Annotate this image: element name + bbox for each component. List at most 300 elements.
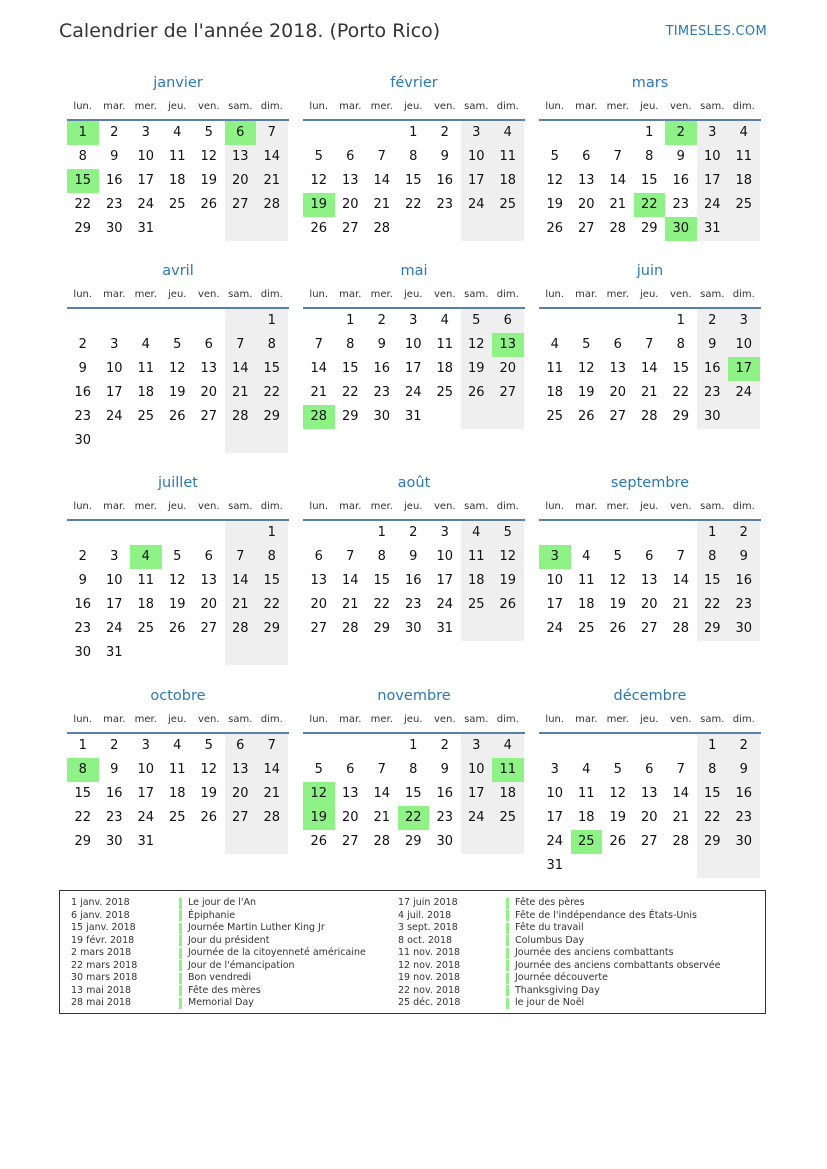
- empty-cell: [335, 121, 367, 145]
- day-cell: 31: [546, 858, 564, 873]
- day-grid: [67, 309, 289, 453]
- day-cell: 18: [492, 169, 524, 193]
- holiday-name: Journée des anciens combattants observée: [515, 959, 721, 971]
- empty-cell: [492, 830, 524, 854]
- empty-cell: [130, 429, 162, 453]
- day-cell: 1: [645, 125, 654, 140]
- legend-row: [71, 972, 366, 985]
- day-cell: 30: [728, 617, 760, 641]
- weekday-label: mar.: [339, 501, 362, 512]
- month-septembre: [539, 473, 761, 641]
- weekday-label: jeu.: [168, 289, 187, 300]
- weekday-label: ven.: [669, 101, 692, 112]
- day-cell: 3: [461, 734, 493, 758]
- legend-column-left: [71, 897, 366, 1010]
- weekday-label: lun.: [309, 289, 329, 300]
- weekday-label: mar.: [575, 714, 598, 725]
- weekday-label: lun.: [545, 714, 565, 725]
- holiday-day-cell: 4: [130, 545, 162, 569]
- day-cell: 11: [577, 786, 595, 801]
- day-cell: 7: [346, 549, 355, 564]
- day-cell: 20: [492, 357, 524, 381]
- month-name: mai: [400, 263, 428, 279]
- day-cell: 21: [373, 197, 391, 212]
- day-cell: 7: [225, 545, 257, 569]
- day-cell: 19: [609, 810, 627, 825]
- day-cell: 9: [377, 337, 386, 352]
- day-cell: 12: [200, 149, 218, 164]
- day-cell: 27: [492, 381, 524, 405]
- day-cell: 19: [546, 197, 564, 212]
- day-cell: 10: [137, 762, 155, 777]
- day-cell: 4: [550, 337, 559, 352]
- holiday-date: 19 nov. 2018: [398, 972, 461, 983]
- day-cell: 25: [168, 197, 186, 212]
- day-cell: 23: [728, 593, 760, 617]
- day-cell: 25: [577, 621, 595, 636]
- empty-cell: [398, 217, 430, 241]
- holiday-date: 3 sept. 2018: [398, 922, 458, 933]
- day-cell: 5: [582, 337, 591, 352]
- day-cell: 12: [577, 361, 595, 376]
- day-cell: 31: [697, 217, 729, 241]
- day-cell: 4: [173, 738, 182, 753]
- day-cell: 17: [137, 173, 155, 188]
- day-cell: 7: [613, 149, 622, 164]
- weekday-label: mer.: [134, 101, 157, 112]
- weekday-label: lun.: [309, 714, 329, 725]
- day-cell: 23: [697, 381, 729, 405]
- empty-cell: [303, 734, 335, 758]
- day-cell: 2: [110, 738, 119, 753]
- day-cell: 16: [105, 786, 123, 801]
- day-cell: 15: [74, 786, 92, 801]
- day-cell: 5: [492, 521, 524, 545]
- site-link[interactable]: TIMESLES.COM: [665, 24, 767, 39]
- weekday-label: mar.: [103, 714, 126, 725]
- empty-cell: [335, 521, 367, 545]
- day-cell: 8: [409, 762, 418, 777]
- day-cell: 28: [256, 193, 288, 217]
- day-cell: 7: [676, 762, 685, 777]
- weekday-label: mar.: [575, 289, 598, 300]
- holiday-date: 6 janv. 2018: [71, 909, 130, 921]
- empty-cell: [634, 734, 666, 758]
- holiday-day-cell: 22: [398, 806, 430, 830]
- day-cell: 29: [640, 221, 658, 236]
- weekday-label: mer.: [606, 289, 629, 300]
- weekday-label: mer.: [606, 101, 629, 112]
- day-cell: 26: [168, 409, 186, 424]
- day-cell: 15: [373, 573, 391, 588]
- day-cell: 1: [676, 313, 685, 328]
- day-cell: 6: [492, 309, 524, 333]
- empty-cell: [303, 309, 335, 333]
- month-décembre: [539, 686, 761, 878]
- holiday-day-cell: 19: [303, 806, 335, 830]
- day-cell: 2: [697, 309, 729, 333]
- weekday-label: mer.: [370, 501, 393, 512]
- day-cell: 1: [256, 521, 288, 545]
- day-cell: 8: [377, 549, 386, 564]
- day-cell: 15: [341, 361, 359, 376]
- day-cell: 26: [200, 197, 218, 212]
- day-cell: 6: [582, 149, 591, 164]
- day-cell: 20: [225, 782, 257, 806]
- day-cell: 23: [436, 810, 454, 825]
- day-cell: 27: [341, 834, 359, 849]
- empty-cell: [162, 830, 194, 854]
- month-name: février: [390, 75, 438, 91]
- empty-cell: [634, 521, 666, 545]
- legend-row: [71, 935, 366, 948]
- day-cell: 3: [409, 313, 418, 328]
- day-cell: 18: [436, 361, 454, 376]
- day-cell: 27: [640, 621, 658, 636]
- day-cell: 24: [728, 381, 760, 405]
- empty-cell: [665, 854, 697, 878]
- empty-cell: [193, 521, 225, 545]
- weekday-label: lun.: [73, 714, 93, 725]
- day-cell: 25: [492, 193, 524, 217]
- weekday-label: sam.: [700, 289, 725, 300]
- day-cell: 11: [492, 145, 524, 169]
- day-cell: 31: [404, 409, 422, 424]
- day-cell: 25: [461, 593, 493, 617]
- day-cell: 3: [110, 337, 119, 352]
- holiday-date: 22 mars 2018: [71, 959, 138, 971]
- day-cell: 9: [728, 545, 760, 569]
- legend-column-right: [398, 897, 720, 1010]
- day-cell: 27: [225, 193, 257, 217]
- day-cell: 2: [728, 521, 760, 545]
- day-cell: 6: [204, 337, 213, 352]
- day-cell: 17: [546, 810, 564, 825]
- empty-cell: [665, 734, 697, 758]
- day-cell: 14: [609, 173, 627, 188]
- empty-cell: [602, 734, 634, 758]
- weekday-label: jeu.: [404, 501, 423, 512]
- day-cell: 5: [173, 549, 182, 564]
- weekday-label: sam.: [464, 714, 489, 725]
- day-cell: 23: [105, 197, 123, 212]
- day-cell: 4: [461, 521, 493, 545]
- empty-cell: [492, 405, 524, 429]
- month-octobre: [67, 686, 289, 854]
- empty-cell: [303, 121, 335, 145]
- day-cell: 26: [577, 409, 595, 424]
- holiday-date: 17 juin 2018: [398, 897, 458, 908]
- weekday-label: ven.: [433, 501, 456, 512]
- day-cell: 17: [461, 169, 493, 193]
- day-cell: 13: [225, 145, 257, 169]
- day-cell: 12: [168, 361, 186, 376]
- day-cell: 30: [404, 621, 422, 636]
- day-cell: 1: [697, 521, 729, 545]
- day-cell: 1: [409, 738, 418, 753]
- weekday-label: dim.: [496, 501, 519, 512]
- day-cell: 2: [78, 337, 87, 352]
- holiday-name: Bon vendredi: [188, 972, 252, 983]
- holiday-marker: [506, 973, 509, 984]
- day-cell: 6: [346, 149, 355, 164]
- weekday-label: sam.: [700, 501, 725, 512]
- day-cell: 16: [404, 573, 422, 588]
- day-cell: 16: [74, 597, 92, 612]
- weekday-label: lun.: [545, 501, 565, 512]
- holiday-marker: [506, 948, 509, 959]
- empty-cell: [571, 309, 603, 333]
- day-cell: 2: [728, 734, 760, 758]
- day-cell: 7: [225, 333, 257, 357]
- weekday-label: sam.: [464, 289, 489, 300]
- day-cell: 3: [110, 549, 119, 564]
- day-cell: 27: [577, 221, 595, 236]
- day-cell: 27: [200, 621, 218, 636]
- holiday-marker: [506, 985, 509, 996]
- day-cell: 9: [728, 758, 760, 782]
- day-cell: 13: [341, 786, 359, 801]
- month-name: juin: [636, 263, 664, 279]
- day-cell: 18: [577, 810, 595, 825]
- day-cell: 30: [74, 645, 92, 660]
- day-cell: 24: [404, 385, 422, 400]
- day-cell: 5: [204, 125, 213, 140]
- weekday-header: [539, 98, 761, 116]
- day-cell: 22: [256, 381, 288, 405]
- legend-row: [71, 997, 366, 1010]
- day-cell: 15: [256, 569, 288, 593]
- weekday-label: mer.: [370, 289, 393, 300]
- day-cell: 25: [137, 409, 155, 424]
- weekday-label: sam.: [700, 714, 725, 725]
- day-cell: 1: [256, 309, 288, 333]
- day-cell: 13: [341, 173, 359, 188]
- day-cell: 26: [492, 593, 524, 617]
- empty-cell: [130, 521, 162, 545]
- day-cell: 3: [141, 125, 150, 140]
- holiday-date: 1 janv. 2018: [71, 897, 130, 908]
- holiday-marker: [179, 948, 182, 959]
- holiday-day-cell: 19: [303, 193, 335, 217]
- empty-cell: [461, 617, 493, 641]
- day-cell: 19: [577, 385, 595, 400]
- day-cell: 2: [440, 738, 449, 753]
- holiday-name: le jour de Noël: [515, 997, 585, 1008]
- holiday-day-cell: 17: [728, 357, 760, 381]
- day-cell: 8: [256, 333, 288, 357]
- day-cell: 10: [546, 573, 564, 588]
- day-cell: 29: [697, 617, 729, 641]
- holiday-date: 8 oct. 2018: [398, 934, 453, 946]
- weekday-label: mer.: [370, 714, 393, 725]
- day-cell: 23: [373, 385, 391, 400]
- empty-cell: [571, 521, 603, 545]
- day-cell: 22: [256, 593, 288, 617]
- day-cell: 20: [577, 197, 595, 212]
- day-cell: 8: [409, 149, 418, 164]
- weekday-label: mar.: [339, 714, 362, 725]
- weekday-label: mar.: [103, 101, 126, 112]
- empty-cell: [539, 309, 571, 333]
- day-cell: 8: [256, 545, 288, 569]
- weekday-label: jeu.: [404, 714, 423, 725]
- day-cell: 18: [492, 782, 524, 806]
- empty-cell: [492, 217, 524, 241]
- holiday-name: Memorial Day: [188, 997, 254, 1008]
- day-cell: 6: [645, 762, 654, 777]
- day-cell: 9: [110, 149, 119, 164]
- day-cell: 16: [728, 569, 760, 593]
- day-cell: 2: [78, 549, 87, 564]
- empty-cell: [728, 217, 760, 241]
- day-cell: 22: [697, 806, 729, 830]
- holiday-date: 30 mars 2018: [71, 972, 138, 983]
- day-cell: 9: [110, 762, 119, 777]
- day-cell: 13: [609, 361, 627, 376]
- day-cell: 18: [137, 385, 155, 400]
- empty-cell: [303, 521, 335, 545]
- empty-cell: [67, 309, 99, 333]
- day-cell: 21: [672, 810, 690, 825]
- holiday-date: 11 nov. 2018: [398, 947, 461, 958]
- holiday-marker: [506, 898, 509, 909]
- day-cell: 1: [377, 525, 386, 540]
- holiday-marker: [506, 960, 509, 971]
- empty-cell: [130, 309, 162, 333]
- empty-cell: [602, 309, 634, 333]
- day-cell: 14: [225, 569, 257, 593]
- day-cell: 8: [676, 337, 685, 352]
- day-cell: 14: [256, 145, 288, 169]
- day-cell: 26: [168, 621, 186, 636]
- day-cell: 11: [168, 149, 186, 164]
- day-cell: 4: [582, 549, 591, 564]
- day-cell: 20: [341, 810, 359, 825]
- day-cell: 23: [105, 810, 123, 825]
- weekday-label: mar.: [339, 289, 362, 300]
- weekday-label: mer.: [134, 714, 157, 725]
- weekday-label: jeu.: [404, 101, 423, 112]
- day-cell: 10: [137, 149, 155, 164]
- day-cell: 14: [256, 758, 288, 782]
- weekday-label: jeu.: [168, 714, 187, 725]
- empty-cell: [539, 121, 571, 145]
- day-cell: 18: [168, 173, 186, 188]
- day-cell: 23: [436, 197, 454, 212]
- empty-cell: [162, 521, 194, 545]
- empty-cell: [539, 521, 571, 545]
- day-cell: 17: [436, 573, 454, 588]
- day-cell: 5: [204, 738, 213, 753]
- day-cell: 28: [225, 405, 257, 429]
- day-cell: 15: [640, 173, 658, 188]
- weekday-header: [67, 498, 289, 516]
- empty-cell: [366, 734, 398, 758]
- day-cell: 2: [110, 125, 119, 140]
- day-cell: 3: [440, 525, 449, 540]
- weekday-header: [67, 286, 289, 304]
- weekday-label: sam.: [228, 289, 253, 300]
- empty-cell: [571, 121, 603, 145]
- month-name: avril: [162, 263, 194, 279]
- day-cell: 21: [310, 385, 328, 400]
- day-cell: 6: [613, 337, 622, 352]
- empty-cell: [99, 429, 131, 453]
- day-cell: 26: [310, 221, 328, 236]
- day-cell: 31: [137, 221, 155, 236]
- day-cell: 1: [346, 313, 355, 328]
- holiday-marker: [179, 960, 182, 971]
- empty-cell: [193, 830, 225, 854]
- weekday-label: ven.: [197, 101, 220, 112]
- day-cell: 20: [200, 597, 218, 612]
- day-cell: 13: [200, 361, 218, 376]
- month-name: octobre: [150, 688, 206, 704]
- day-cell: 8: [645, 149, 654, 164]
- day-cell: 28: [672, 621, 690, 636]
- day-cell: 14: [341, 573, 359, 588]
- day-cell: 19: [492, 569, 524, 593]
- day-cell: 23: [74, 621, 92, 636]
- day-cell: 29: [256, 405, 288, 429]
- weekday-label: jeu.: [640, 714, 659, 725]
- day-cell: 10: [728, 333, 760, 357]
- holiday-name: Le jour de l'An: [188, 897, 257, 908]
- empty-cell: [461, 217, 493, 241]
- weekday-label: mar.: [575, 101, 598, 112]
- holiday-date: 12 nov. 2018: [398, 959, 461, 971]
- day-cell: 1: [697, 734, 729, 758]
- day-cell: 12: [461, 333, 493, 357]
- day-cell: 24: [546, 621, 564, 636]
- day-cell: 9: [697, 333, 729, 357]
- day-cell: 18: [137, 597, 155, 612]
- day-cell: 21: [225, 593, 257, 617]
- weekday-label: dim.: [260, 289, 283, 300]
- legend-row: [398, 922, 720, 935]
- month-name: août: [397, 475, 431, 491]
- day-cell: 22: [404, 197, 422, 212]
- empty-cell: [193, 641, 225, 665]
- day-cell: 6: [225, 734, 257, 758]
- day-cell: 7: [676, 549, 685, 564]
- holiday-date: 2 mars 2018: [71, 947, 132, 958]
- holiday-marker: [506, 935, 509, 946]
- day-cell: 28: [609, 221, 627, 236]
- day-cell: 22: [373, 597, 391, 612]
- day-grid: [67, 121, 289, 241]
- day-cell: 23: [74, 409, 92, 424]
- weekday-label: dim.: [732, 501, 755, 512]
- day-cell: 24: [105, 409, 123, 424]
- holiday-marker: [179, 910, 182, 921]
- day-cell: 15: [697, 569, 729, 593]
- holiday-day-cell: 3: [539, 545, 571, 569]
- holiday-day-cell: 11: [492, 758, 524, 782]
- day-cell: 29: [672, 409, 690, 424]
- day-cell: 4: [492, 734, 524, 758]
- weekday-label: ven.: [669, 289, 692, 300]
- empty-cell: [539, 734, 571, 758]
- month-novembre: [303, 686, 525, 854]
- weekday-label: ven.: [433, 289, 456, 300]
- weekday-label: mar.: [339, 101, 362, 112]
- weekday-label: dim.: [732, 714, 755, 725]
- day-cell: 21: [672, 597, 690, 612]
- weekday-label: lun.: [309, 101, 329, 112]
- day-cell: 16: [373, 361, 391, 376]
